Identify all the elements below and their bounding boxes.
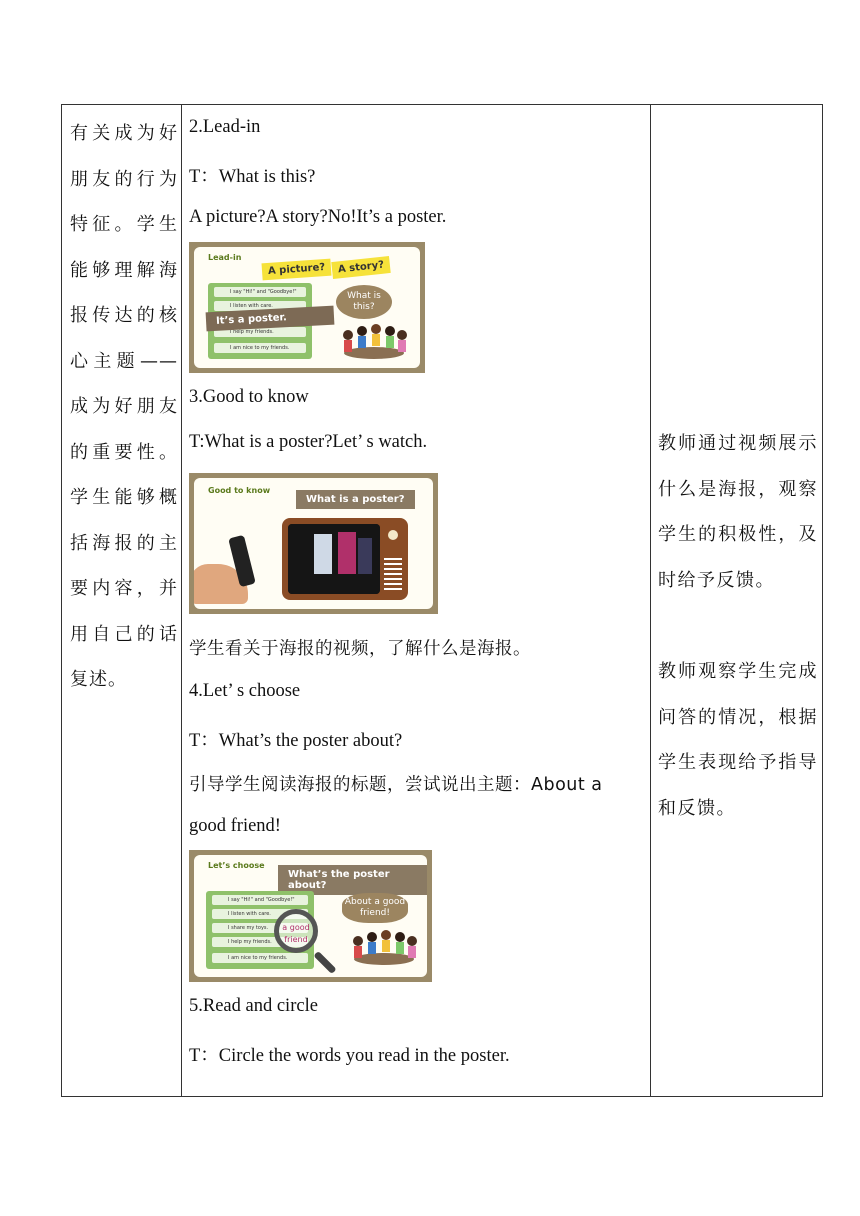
- student-activity-line: 学生看关于海报的视频，了解什么是海报。: [189, 639, 531, 659]
- poster-row: I listen with care.: [214, 301, 306, 311]
- poster-row: I help my friends.: [214, 327, 306, 337]
- assessment-text-1: 教师通过视频展示什么是海报，观察学生的积极性，及时给予反馈。: [658, 433, 818, 591]
- guidance-line-1: 引导学生阅读海报的标题，尝试说出主题：About a: [189, 775, 603, 795]
- teacher-question-2: T:What is a poster?Let’ s watch.: [189, 432, 428, 452]
- poster-banner: It’s a poster.: [206, 306, 335, 332]
- slide-tag: Lead-in: [208, 253, 242, 262]
- poster-row: I help my friends.: [212, 937, 308, 947]
- objectives-text: 有关成为好朋友的行为特征。学生能够理解海报传达的核心主题——成为好朋友的重要性。学生能够概括海报的主要内容，并用自己的话复述。: [70, 123, 178, 690]
- tv-illustration: [282, 518, 408, 600]
- poster-row: I am nice to my friends.: [214, 343, 306, 353]
- poster-row: I listen with care.: [212, 909, 308, 919]
- speech-bubble: About a good friend!: [342, 893, 408, 923]
- tv-speaker: [384, 558, 402, 590]
- slide-title: What’s the poster about?: [278, 865, 427, 895]
- teacher-question-1: T：What is this?: [189, 167, 316, 187]
- slide-lets-choose: [189, 850, 432, 982]
- step-read-and-circle: 5.Read and circle: [189, 996, 318, 1016]
- slide-lead-in: [189, 242, 425, 373]
- column-divider-2: [650, 105, 651, 1096]
- slide-title: What is a poster?: [296, 490, 415, 509]
- teacher-instruction: T：Circle the words you read in the poster.: [189, 1046, 510, 1066]
- step-lets-choose: 4.Let’ s choose: [189, 681, 301, 701]
- sticky-story: A story?: [331, 256, 391, 279]
- tv-screen: [288, 524, 380, 594]
- step-good-to-know: 3.Good to know: [189, 387, 309, 407]
- step-lead-in: 2.Lead-in: [189, 117, 261, 137]
- children-group-illustration: [344, 925, 424, 971]
- slide-tag: Let’s choose: [208, 861, 265, 870]
- children-group-illustration: [334, 319, 414, 365]
- sticky-picture: A picture?: [261, 259, 331, 281]
- assessment-text-2: 教师观察学生完成问答的情况，根据学生表现给予指导和反馈。: [658, 661, 818, 819]
- teacher-question-3: T：What’s the poster about?: [189, 731, 403, 751]
- poster-row: I share my toys.: [212, 923, 308, 933]
- tv-knob: [388, 530, 398, 540]
- poster-row: I am nice to my friends.: [212, 953, 308, 963]
- lesson-table: [61, 104, 823, 1097]
- poster-row: I say "Hi!" and "Goodbye!": [214, 287, 306, 297]
- poster-row: I say "Hi!" and "Goodbye!": [212, 895, 308, 905]
- answer-line: A picture?A story?No!It’s a poster.: [189, 207, 447, 227]
- slide-tag: Good to know: [208, 486, 271, 495]
- magnifier-handle: [313, 951, 336, 974]
- speech-bubble: What is this?: [336, 285, 392, 319]
- column-divider-1: [181, 105, 182, 1096]
- guidance-line-2: good friend!: [189, 816, 281, 836]
- magnifier-icon: a good friend: [274, 909, 318, 953]
- slide-good-to-know: [189, 473, 438, 614]
